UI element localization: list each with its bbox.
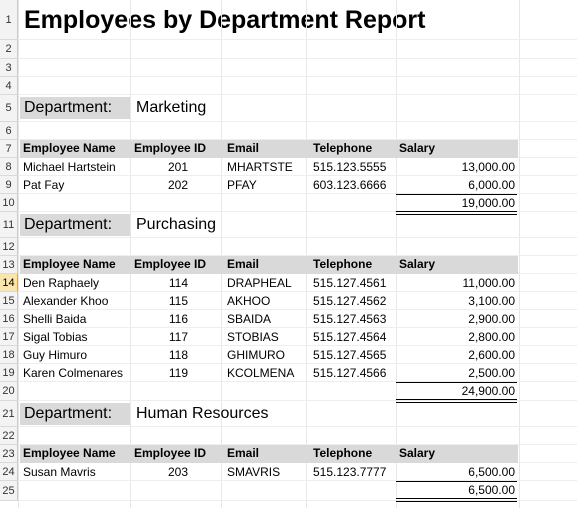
employee-phone-cell[interactable]: 515.127.4561 (313, 276, 387, 290)
employee-id-cell[interactable]: 119 (168, 366, 188, 380)
column-header-id[interactable]: Employee ID (134, 257, 207, 271)
column-header-name[interactable]: Employee Name (23, 257, 116, 271)
row-gridline (18, 237, 577, 238)
employee-email-cell[interactable]: SMAVRIS (227, 465, 281, 479)
employee-salary-cell[interactable]: 3,100.00 (468, 294, 515, 308)
row-header[interactable]: 9 (0, 176, 18, 194)
employee-id-cell[interactable]: 116 (168, 312, 188, 326)
row-header[interactable]: 21 (0, 401, 18, 427)
employee-email-cell[interactable]: MHARTSTE (227, 160, 293, 174)
employee-name-cell[interactable]: Shelli Baida (23, 312, 87, 326)
employee-phone-cell[interactable]: 515.127.4566 (313, 366, 387, 380)
column-header-phone[interactable]: Telephone (313, 141, 373, 155)
row-header[interactable]: 6 (0, 122, 18, 140)
employee-email-cell[interactable]: SBAIDA (227, 312, 272, 326)
employee-phone-cell[interactable]: 515.127.4565 (313, 348, 387, 362)
employee-id-cell[interactable]: 118 (168, 348, 188, 362)
row-gridline (18, 76, 577, 77)
department-label[interactable]: Department: (20, 214, 130, 236)
row-header[interactable]: 1 (0, 0, 18, 40)
employee-salary-cell[interactable]: 6,000.00 (468, 178, 515, 192)
employee-salary-cell[interactable]: 13,000.00 (461, 160, 515, 174)
department-total-salary[interactable]: 19,000.00 (461, 196, 515, 210)
row-header[interactable]: 25 (0, 481, 18, 501)
employee-name-cell[interactable]: Susan Mavris (23, 465, 96, 479)
row-header[interactable]: 11 (0, 212, 18, 238)
row-header[interactable]: 16 (0, 310, 18, 328)
column-header-email[interactable]: Email (227, 446, 260, 460)
row-header[interactable]: 18 (0, 346, 18, 364)
employee-id-cell[interactable]: 115 (168, 294, 188, 308)
employee-name-cell[interactable]: Karen Colmenares (23, 366, 124, 380)
employee-salary-cell[interactable]: 2,500.00 (468, 366, 515, 380)
department-label[interactable]: Department: (20, 403, 130, 425)
row-header[interactable]: 4 (0, 77, 18, 95)
employee-email-cell[interactable]: PFAY (227, 178, 257, 192)
employee-salary-cell[interactable]: 6,500.00 (468, 465, 515, 479)
row-header[interactable]: 10 (0, 194, 18, 212)
department-total-salary[interactable]: 24,900.00 (461, 384, 515, 398)
employee-name-cell[interactable]: Michael Hartstein (23, 160, 116, 174)
department-total-salary[interactable]: 6,500.00 (468, 483, 515, 497)
employee-id-cell[interactable]: 203 (167, 465, 188, 479)
employee-email-cell[interactable]: DRAPHEAL (227, 276, 292, 290)
employee-name-cell[interactable]: Sigal Tobias (23, 330, 88, 344)
column-header-salary[interactable]: Salary (399, 446, 436, 460)
employee-id-cell[interactable]: 114 (168, 276, 188, 290)
employee-phone-cell[interactable]: 515.123.7777 (313, 465, 387, 479)
column-header-email[interactable]: Email (227, 141, 260, 155)
row-header[interactable]: 22 (0, 427, 18, 445)
employee-id-cell[interactable]: 202 (167, 178, 188, 192)
salary-total-double-underline (396, 211, 517, 215)
report-title[interactable]: Employees by Department Report (24, 6, 426, 34)
department-label[interactable]: Department: (20, 97, 130, 119)
row-gridline (18, 58, 577, 59)
row-header[interactable]: 17 (0, 328, 18, 346)
employee-name-cell[interactable]: Guy Himuro (23, 348, 88, 362)
row-header[interactable]: 8 (0, 158, 18, 176)
employee-salary-cell[interactable]: 2,900.00 (468, 312, 515, 326)
row-header[interactable]: 15 (0, 292, 18, 310)
row-header[interactable]: 23 (0, 445, 18, 463)
employee-id-cell[interactable]: 201 (167, 160, 188, 174)
column-header-phone[interactable]: Telephone (313, 446, 373, 460)
employee-phone-cell[interactable]: 515.123.5555 (313, 160, 387, 174)
row-header[interactable]: 7 (0, 140, 18, 158)
row-header[interactable]: 20 (0, 382, 18, 401)
salary-total-double-underline (396, 498, 517, 502)
column-header-name[interactable]: Employee Name (23, 141, 116, 155)
column-header-name[interactable]: Employee Name (23, 446, 116, 460)
employee-email-cell[interactable]: AKHOO (227, 294, 271, 308)
employee-id-cell[interactable]: 117 (168, 330, 188, 344)
salary-total-double-underline (396, 399, 517, 403)
column-header-salary[interactable]: Salary (399, 141, 436, 155)
row-gridline (18, 121, 577, 122)
column-header-id[interactable]: Employee ID (134, 141, 207, 155)
column-header-phone[interactable]: Telephone (313, 257, 373, 271)
column-header-id[interactable]: Employee ID (134, 446, 207, 460)
row-header[interactable]: 2 (0, 40, 18, 59)
department-name[interactable]: Marketing (136, 99, 207, 116)
row-header[interactable]: 12 (0, 238, 18, 256)
row-header[interactable]: 14 (0, 274, 18, 292)
row-header[interactable]: 24 (0, 463, 18, 481)
column-header-email[interactable]: Email (227, 257, 260, 271)
employee-email-cell[interactable]: GHIMURO (227, 348, 285, 362)
row-header[interactable]: 13 (0, 256, 18, 274)
employee-email-cell[interactable]: STOBIAS (227, 330, 279, 344)
employee-phone-cell[interactable]: 603.123.6666 (313, 178, 387, 192)
department-name[interactable]: Human Resources (136, 405, 269, 422)
employee-phone-cell[interactable]: 515.127.4562 (313, 294, 387, 308)
row-gridline (18, 426, 577, 427)
employee-phone-cell[interactable]: 515.127.4564 (313, 330, 387, 344)
department-name[interactable]: Purchasing (136, 216, 217, 233)
employee-email-cell[interactable]: KCOLMENA (227, 366, 295, 380)
row-gridline (18, 39, 577, 40)
row-header[interactable]: 19 (0, 364, 18, 382)
employee-salary-cell[interactable]: 2,800.00 (468, 330, 515, 344)
employee-phone-cell[interactable]: 515.127.4563 (313, 312, 387, 326)
row-header[interactable]: 5 (0, 95, 18, 122)
row-header[interactable]: 3 (0, 59, 18, 77)
employee-name-cell[interactable]: Den Raphaely (23, 276, 100, 290)
row-gridline (18, 94, 577, 95)
employee-salary-cell[interactable]: 11,000.00 (462, 276, 515, 290)
employee-name-cell[interactable]: Pat Fay (23, 178, 65, 192)
employee-salary-cell[interactable]: 2,600.00 (468, 348, 515, 362)
column-header-salary[interactable]: Salary (399, 257, 436, 271)
employee-name-cell[interactable]: Alexander Khoo (23, 294, 109, 308)
